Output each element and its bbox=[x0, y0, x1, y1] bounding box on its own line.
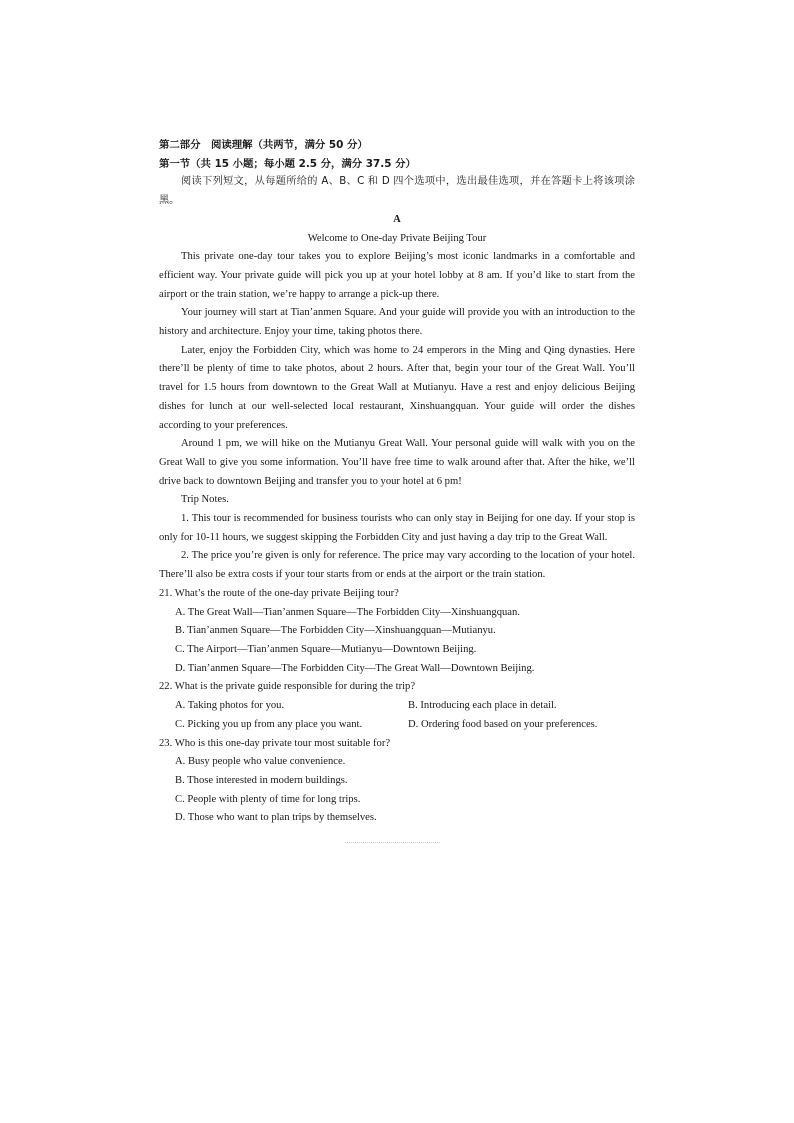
question-22 bbox=[159, 678, 635, 734]
option-c: C. People with plenty of time for long trips. bbox=[175, 793, 361, 805]
part-title: 第二部分 阅读理解（共两节，满分 50 分） bbox=[159, 139, 368, 151]
instructions: 阅读下列短文，从每题所给的 A、B、C 和 D 四个选项中，选出最佳选项，并在答题卡上将该项涂黑。 bbox=[159, 176, 635, 207]
trip-note: 1. This tour is recommended for business tourists who can only stay in Beijing for one day. If your stop is only for 10-11 hours, we suggest skipping the Forbidden City and just having a day trip to the Great Wall. bbox=[159, 513, 635, 543]
option-a: A. Taking photos for you. bbox=[175, 700, 285, 712]
option-d: D. Tian’anmen Square—The Forbidden City—The Great Wall—Downtown Beijing. bbox=[175, 662, 535, 674]
option-d: D. Ordering food based on your preferences. bbox=[408, 718, 598, 730]
option-a: A. The Great Wall—Tian’anmen Square—The Forbidden City—Xinshuangquan. bbox=[175, 606, 520, 618]
option-b: B. Introducing each place in detail. bbox=[408, 700, 557, 712]
option-row bbox=[159, 697, 635, 716]
passage-paragraph: Around 1 pm, we will hike on the Mutianyu Great Wall. Your personal guide will walk with you on the Great Wall to give you some information. You’ll have free time to walk around after that. After the hike, we’ll drive back to downtown Beijing and transfer you to your hotel at 6 pm! bbox=[159, 438, 635, 487]
question-23 bbox=[159, 735, 635, 829]
passage-title: Welcome to One-day Private Beijing Tour bbox=[307, 232, 487, 244]
trip-notes-heading: Trip Notes. bbox=[181, 494, 229, 506]
section-title: 第一节（共 15 小题；每小题 2.5 分，满分 37.5 分） bbox=[159, 157, 416, 170]
option-c: C. Picking you up from any place you want. bbox=[175, 718, 363, 730]
passage-label: A bbox=[393, 213, 401, 225]
question-stem: 23. Who is this one-day private tour most suitable for? bbox=[159, 737, 391, 749]
option-a: A. Busy people who value convenience. bbox=[175, 756, 346, 768]
passage-paragraph: Later, enjoy the Forbidden City, which was home to 24 emperors in the Ming and Qing dynasties. Here there’ll be plenty of time to take photos, about 2 hours. After that, begin your tour of the Great Wall. You’ll travel for 1.5 hours from downtown to the Great Wall at Mutianyu. Have a rest and enjoy delicious Beijing dishes for lunch at our well-selected local restaurant, Xinshuangquan. Your guide will order the dishes according to your preferences. bbox=[159, 344, 635, 431]
option-d: D. Those who want to plan trips by themselves. bbox=[175, 812, 377, 824]
option-c: C. The Airport—Tian’anmen Square—Mutianyu—Downtown Beijing. bbox=[175, 643, 477, 655]
question-stem: 22. What is the private guide responsible for during the trip? bbox=[159, 681, 416, 693]
question-stem: 21. What’s the route of the one-day private Beijing tour? bbox=[159, 587, 399, 599]
question-21 bbox=[159, 585, 635, 679]
exam-page bbox=[159, 136, 635, 828]
passage-paragraph: This private one-day tour takes you to explore Beijing’s most iconic landmarks in a comfortable and efficient way. Your private guide will pick you up at your hotel lobby at 8 am. If you’d like to start from the airport or the train station, we’re happy to arrange a pick-up there. bbox=[159, 251, 635, 300]
scan-artifact-divider bbox=[345, 842, 440, 843]
option-b: B. Tian’anmen Square—The Forbidden City—Xinshuangquan—Mutianyu. bbox=[175, 625, 496, 637]
passage-paragraph: Your journey will start at Tian’anmen Square. And your guide will provide you with an introduction to the history and architecture. Enjoy your time, taking photos there. bbox=[159, 307, 635, 338]
option-b: B. Those interested in modern buildings. bbox=[175, 774, 348, 786]
option-row bbox=[159, 716, 635, 735]
trip-note: 2. The price you’re given is only for reference. The price may vary according to the location of your hotel. There’ll also be extra costs if your tour starts from or ends at the airport or the train station. bbox=[159, 550, 635, 581]
